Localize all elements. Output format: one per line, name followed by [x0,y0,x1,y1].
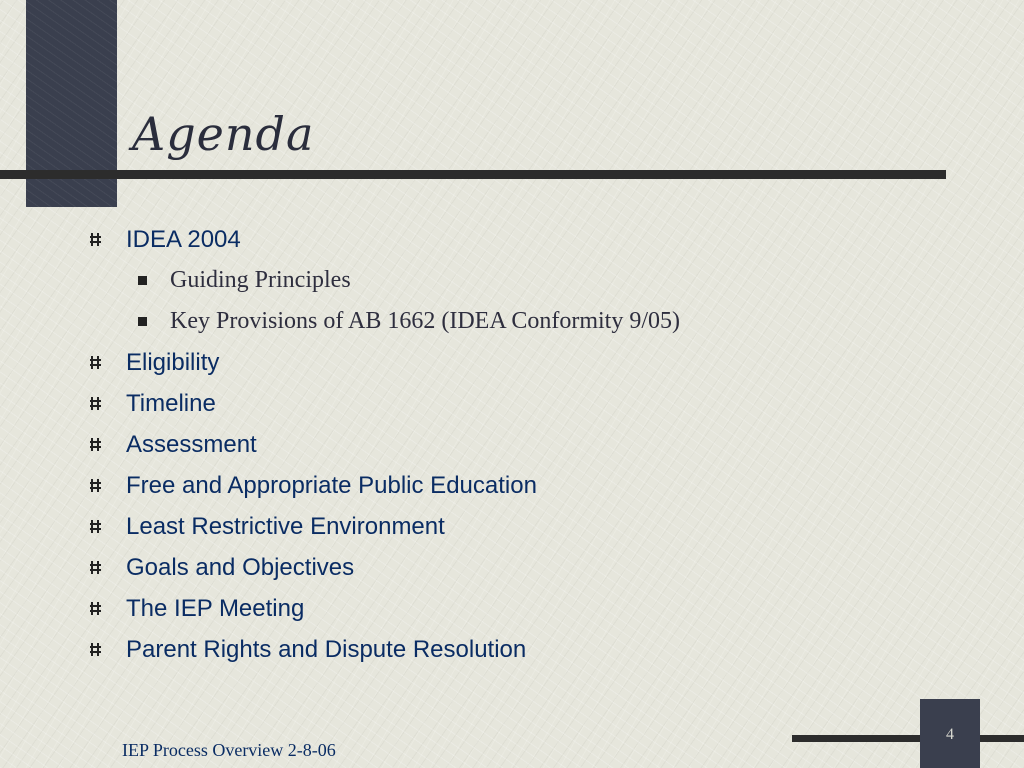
agenda-subitem-key-provisions [86,301,966,342]
agenda-item-label: Eligibility [126,348,220,376]
footer-divider [792,735,1024,742]
square-bullet-icon [138,276,170,285]
agenda-item-eligibility [86,342,966,383]
agenda-item-label: Timeline [126,389,216,417]
footer-text: IEP Process Overview 2-8-06 [122,740,336,760]
agenda-subitem-guiding-principles [86,260,966,301]
agenda-item-iep-meeting [86,588,966,629]
agenda-item-idea-2004 [86,219,966,260]
hash-bullet-icon [86,397,126,410]
agenda-item-goals-objectives [86,547,966,588]
hash-bullet-icon [86,520,126,533]
agenda-item-label: IDEA 2004 [126,225,241,253]
agenda-item-label: Least Restrictive Environment [126,512,445,540]
agenda-item-label: Parent Rights and Dispute Resolution [126,635,527,663]
agenda-item-parent-rights [86,629,966,670]
hash-bullet-icon [86,561,126,574]
square-bullet-icon [138,317,170,326]
agenda-subitem-label: Guiding Principles [170,267,351,293]
agenda-list [86,219,966,670]
hash-bullet-icon [86,479,126,492]
agenda-item-label: Free and Appropriate Public Education [126,471,537,499]
agenda-item-label: Assessment [126,430,257,458]
agenda-item-label: The IEP Meeting [126,594,305,622]
title-divider [0,170,946,179]
hash-bullet-icon [86,643,126,656]
slide-title: Agenda [132,107,315,161]
agenda-item-lre [86,506,966,547]
hash-bullet-icon [86,356,126,369]
agenda-item-assessment [86,424,966,465]
hash-bullet-icon [86,233,126,246]
slide-number: 4 [946,726,954,743]
agenda-item-label: Goals and Objectives [126,553,355,581]
agenda-subitem-label: Key Provisions of AB 1662 (IDEA Conformity 9/05) [170,308,680,334]
agenda-item-timeline [86,383,966,424]
hash-bullet-icon [86,438,126,451]
hash-bullet-icon [86,602,126,615]
agenda-item-fape [86,465,966,506]
